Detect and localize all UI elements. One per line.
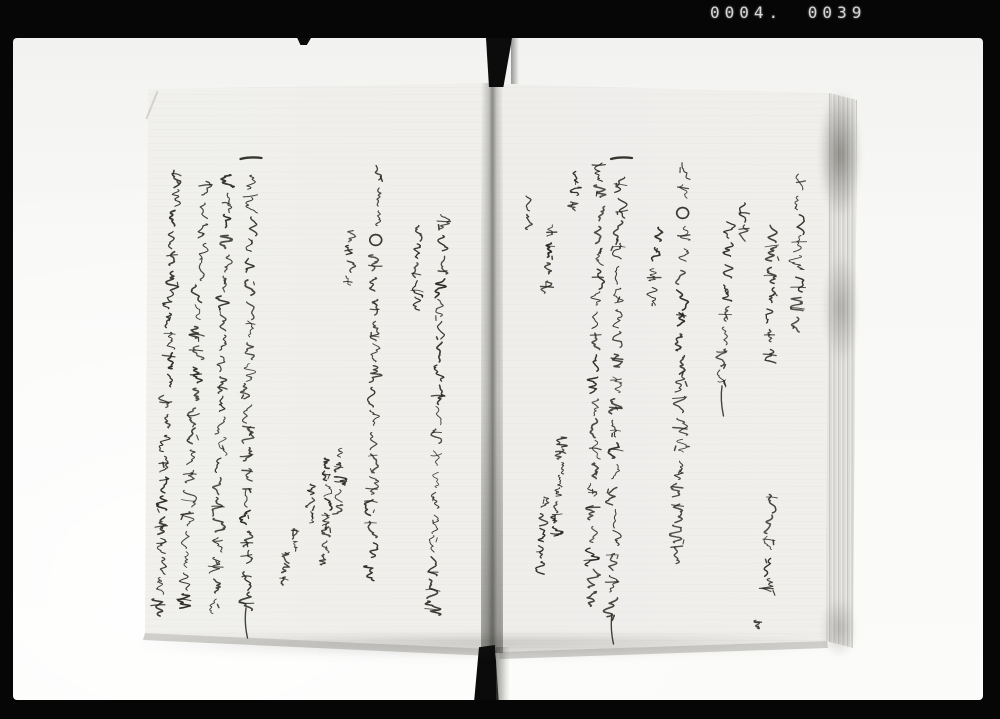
frame-counter: 0004. 0039 <box>710 3 867 22</box>
